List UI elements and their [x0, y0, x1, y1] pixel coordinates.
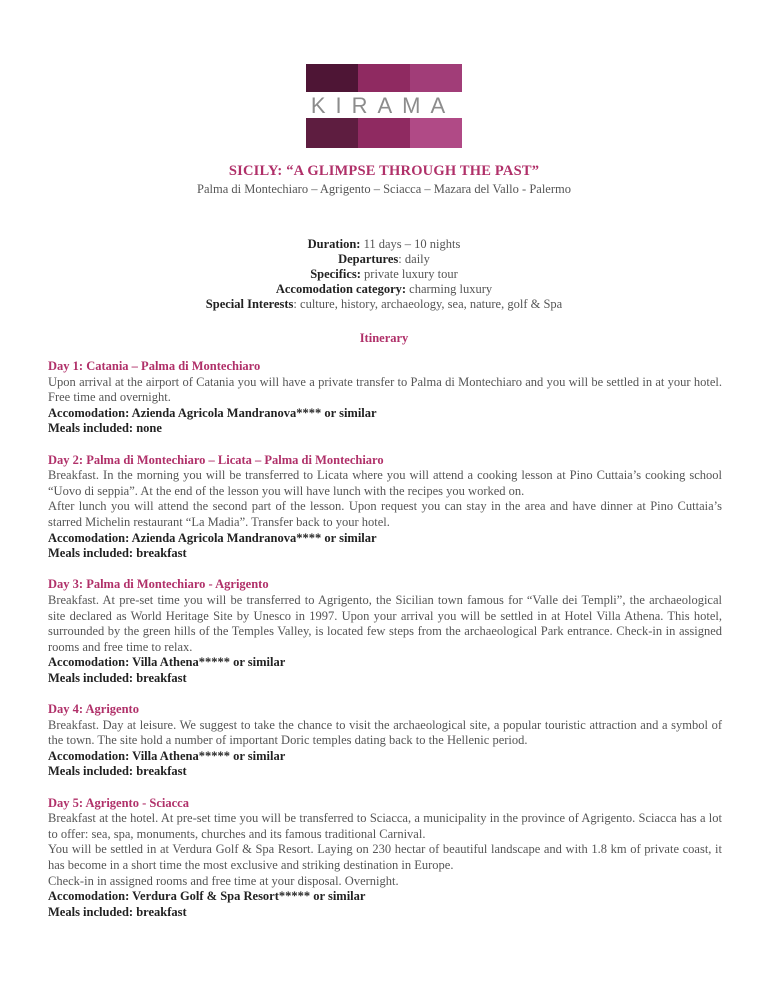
fact-duration: Duration: 11 days – 10 nights: [307, 237, 461, 251]
day-meals: Meals included: breakfast: [48, 764, 187, 779]
kirama-logo: [276, 64, 490, 148]
day-paragraph: Breakfast at the hotel. At pre-set time you will be transferred to Sciacca, a municipality in the province of Agrigento. Sciacca has a lot to offer: sea, spa, monuments, churches and its famous traditional Carnival.: [48, 811, 722, 841]
fact-accommodation-category: Accomodation category: charming luxury: [275, 282, 493, 296]
fact-departures: Departures: daily: [338, 252, 430, 266]
day-paragraph: After lunch you will attend the second part of the lesson. Upon request you can stay in the area and have dinner at Pino Cuttaia’s starred Michelin restaurant “La Madia”. Transfer back to your hotel.: [48, 499, 722, 529]
day-paragraph: Breakfast. At pre-set time you will be transferred to Agrigento, the Sicilian town famous for “Valle dei Templi”, the archaeological site declared as World Heritage Site by Unesco in 1997. Upon your arrival you will be settled in at Hotel Villa Athena. This hotel, surrounded by the green hills of the Temples Valley, is located few steps from the archaeological Park entrance. Check-in in assigned rooms and free time to relax.: [48, 592, 722, 654]
day-title: Day 2: Palma di Montechiaro – Licata – Palma di Montechiaro: [48, 452, 384, 467]
day-meals: Meals included: none: [48, 421, 162, 436]
day-meals: Meals included: breakfast: [48, 904, 187, 919]
day-4: [48, 702, 722, 780]
day-2: [48, 453, 722, 562]
day-accommodation: Accomodation: Villa Athena***** or similar: [48, 655, 286, 670]
day-paragraph: Check-in in assigned rooms and free time at your disposal. Overnight.: [48, 873, 399, 888]
day-title: Day 3: Palma di Montechiaro - Agrigento: [48, 577, 269, 592]
day-meals: Meals included: breakfast: [48, 546, 187, 561]
day-accommodation: Accomodation: Villa Athena***** or similar: [48, 748, 286, 763]
fact-special-interests: Special Interests: culture, history, archaeology, sea, nature, golf & Spa: [205, 297, 563, 311]
fact-specifics: Specifics: private luxury tour: [310, 267, 458, 281]
day-title: Day 1: Catania – Palma di Montechiaro: [48, 359, 261, 373]
logo-wordmark: KIRAMA: [310, 93, 456, 118]
day-paragraph: Breakfast. In the morning you will be transferred to Licata where you will attend a cooking lesson at Pino Cuttaia’s cooking school “Uovo di seppia”. At the end of the lesson you will have lunch with the recipes you worked on.: [48, 468, 722, 498]
day-title: Day 5: Agrigento - Sciacca: [48, 795, 189, 810]
day-1: [48, 359, 722, 437]
day-accommodation: Accomodation: Azienda Agricola Mandranova**** or similar: [48, 405, 377, 420]
tour-route: Palma di Montechiaro – Agrigento – Sciacca – Mazara del Vallo - Palermo: [197, 182, 571, 196]
day-meals: Meals included: breakfast: [48, 670, 187, 685]
itinerary-days: [48, 359, 722, 936]
itinerary-heading: Itinerary: [359, 331, 409, 345]
tour-title: SICILY: “A GLIMPSE THROUGH THE PAST”: [228, 163, 540, 179]
day-3: [48, 577, 722, 686]
day-paragraph: Upon arrival at the airport of Catania you will have a private transfer to Palma di Montechiaro and you will be settled in at your hotel. Free time and overnight.: [48, 374, 722, 405]
day-paragraph: Breakfast. Day at leisure. We suggest to take the chance to visit the archaeological site, a popular touristic attraction and a symbol of the town. The site hold a number of important Doric temples dating back to the Hellenic period.: [48, 717, 722, 748]
day-title: Day 4: Agrigento: [48, 702, 139, 717]
day-accommodation: Accomodation: Verdura Golf & Spa Resort***** or similar: [48, 889, 366, 904]
day-paragraph: You will be settled in at Verdura Golf & Spa Resort. Laying on 230 hectar of beautiful landscape and with 1.8 km of private coast, it has become in a short time the most exclusive and striking destination in Europe.: [48, 842, 722, 872]
day-accommodation: Accomodation: Azienda Agricola Mandranova**** or similar: [48, 530, 377, 545]
tour-facts: [0, 237, 768, 312]
day-5: [48, 796, 722, 921]
